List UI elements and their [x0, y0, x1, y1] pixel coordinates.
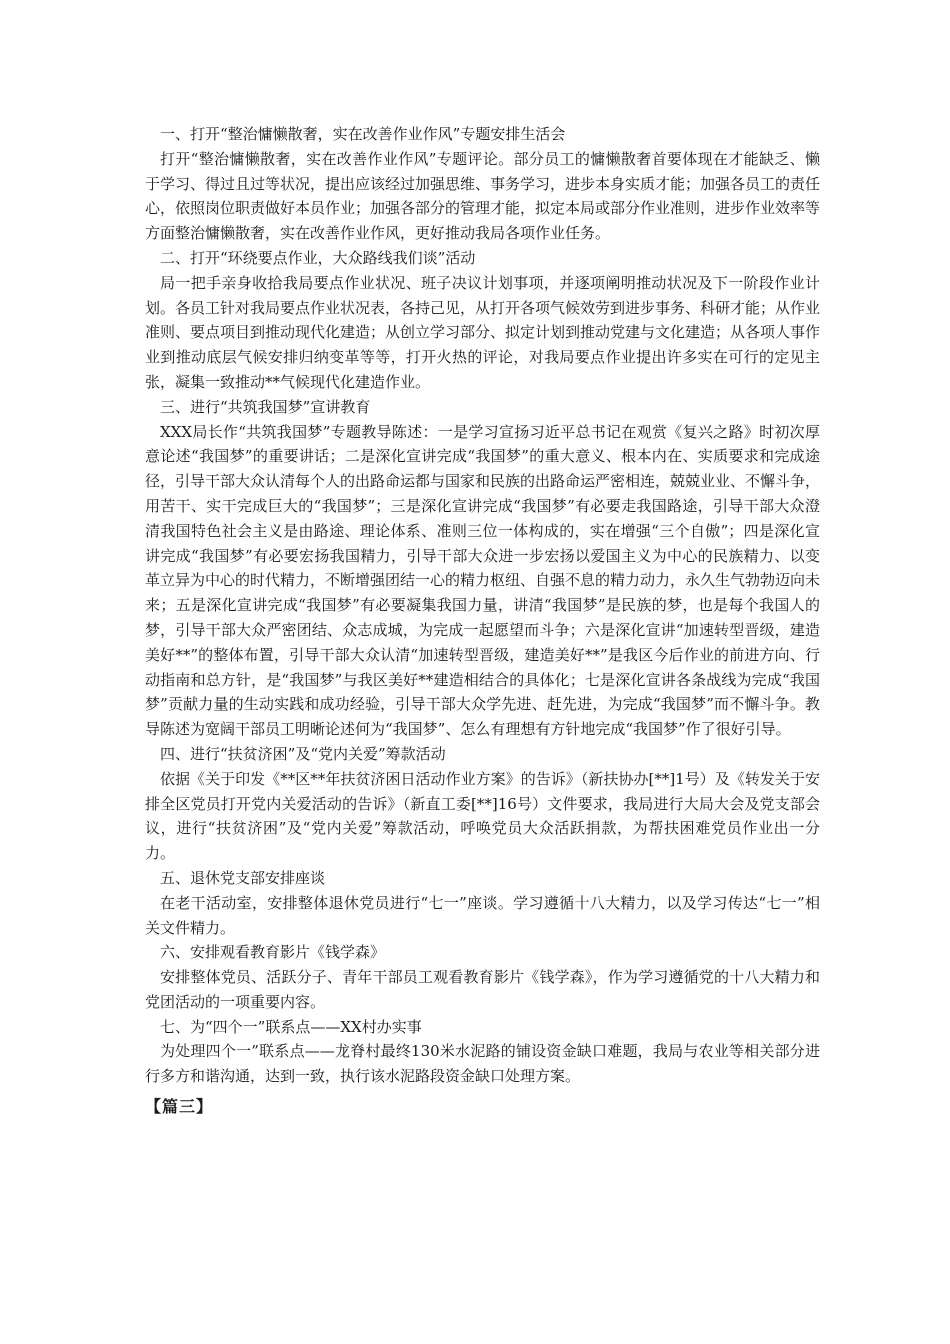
- section-5: [145, 866, 820, 940]
- section-1: [145, 122, 820, 246]
- section-heading: 五、退休党支部安排座谈: [160, 868, 326, 887]
- document-body: [145, 122, 820, 1120]
- section-paragraph: 打开“整治慵懒散奢，实在改善作业作风”专题评论。部分员工的慵懒散奢首要体现在才能缺乏、懒于学习、得过且过等状况，提出应该经过加强思维、事务学习，进步本身实质才能；加强各员工的责任心，依照岗位职责做好本员作业；加强各部分的管理才能，拟定本局或部分作业准则，进步作业效率等方面整治慵懒散奢，实在改善作业作风，更好推动我局各项作业任务。: [145, 149, 821, 243]
- chapter-tag: 【篇三】: [145, 1097, 214, 1117]
- section-paragraph: 局一把手亲身收拾我局要点作业状况、班子决议计划事项，并逐项阐明推动状况及下一阶段作业计划。各员工针对我局要点作业状况表，各持己见，从打开各项气候效劳到进步事务、科研才能；从作业准则、要点项目到推动现代化建造；从创立学习部分、拟定计划到推动党建与文化建造；从各项人事作业到推动底层气候安排归纳变革等等，打开火热的评论，对我局要点作业提出许多实在可行的定见主张，凝集一致推动**气候现代化建造作业。: [145, 273, 821, 391]
- section-2: [145, 246, 820, 395]
- section-7: [145, 1015, 820, 1089]
- section-paragraph: 在老干活动室，安排整体退休党员进行“七一”座谈。学习遵循十八大精力，以及学习传达“七一”相关文件精力。: [145, 893, 820, 937]
- section-paragraph: 安排整体党员、活跃分子、青年干部员工观看教育影片《钱学森》，作为学习遵循党的十八大精力和党团活动的一项重要内容。: [145, 968, 820, 1011]
- section-4: [145, 742, 820, 866]
- section-heading: 七、为“四个一”联系点——XX村办实事: [160, 1017, 422, 1036]
- section-heading: 一、打开“整治慵懒散奢，实在改善作业作风”专题安排生活会: [160, 125, 566, 143]
- section-heading: 四、进行“扶贫济困”及“党内关爱”筹款活动: [160, 744, 446, 763]
- section-heading: 二、打开“环绕要点作业，大众路线我们谈”活动: [160, 248, 476, 267]
- section-paragraph: XXX局长作“共筑我国梦”专题教导陈述：一是学习宣扬习近平总书记在观赏《复兴之路》时初次厚意论述“我国梦”的重要讲话；二是深化宣讲完成“我国梦”的重大意义、根本内在、实质要求和完成途径，引导干部大众认清每个人的出路命运都与国家和民族的出路命运严密相连，兢兢业业、不懈斗争，用苦干、实干完成巨大的“我国梦”；三是深化宣讲完成“我国梦”有必要走我国路途，引导干部大众澄清我国特色社会主义是由路途、理论体系、准则三位一体构成的，实在增强“三个自傲”；四是深化宣讲完成“我国梦”有必要宏扬我国精力，引导干部大众进一步宏扬以爱国主义为中心的民族精力、以变革立异为中心的时代精力，不断增强团结一心的精力枢纽、自强不息的精力动力，永久生气勃勃迈向未来；五是深化宣讲完成“我国梦”有必要凝集我国力量，讲清“我国梦”是民族的梦，也是每个我国人的梦，引导干部大众严密团结、众志成城，为完成一起愿望而斗争；六是深化宣讲“加速转型晋级，建造美好**”的整体布置，引导干部大众认清“加速转型晋级，建造美好**”是我区今后作业的前进方向、行动指南和总方针，是“我国梦”与我区美好**建造相结合的具体化；七是深化宣讲各条战线为完成“我国梦”贡献力量的生动实践和成功经验，引导干部大众学先进、赶先进，为完成“我国梦”而不懈斗争。教导陈述为宽阔干部员工明晰论述何为“我国梦”、怎么有理想有方针地完成“我国梦”作了很好引导。: [145, 422, 821, 739]
- section-heading: 三、进行“共筑我国梦”宣讲教育: [160, 397, 371, 416]
- section-6: [145, 940, 820, 1014]
- section-heading: 六、安排观看教育影片《钱学森》: [160, 943, 386, 962]
- section-paragraph: 为处理四个一”联系点——龙脊村最终130米水泥路的铺设资金缺口难题，我局与农业等相关部分进行多方和谐沟通，达到一致，执行该水泥路段资金缺口处理方案。: [145, 1042, 820, 1086]
- section-3: [145, 395, 820, 742]
- section-paragraph: 依据《关于印发《**区**年扶贫济困日活动作业方案》的告诉》（新扶协办[**]1号）及《转发关于安排全区党员打开党内关爱活动的告诉》（新直工委[**]16号）文件要求，我局进行大局大会及党支部会议，进行“扶贫济困”及“党内关爱”筹款活动，呼唤党员大众活跃捐款，为帮扶困难党员作业出一分力。: [145, 769, 820, 863]
